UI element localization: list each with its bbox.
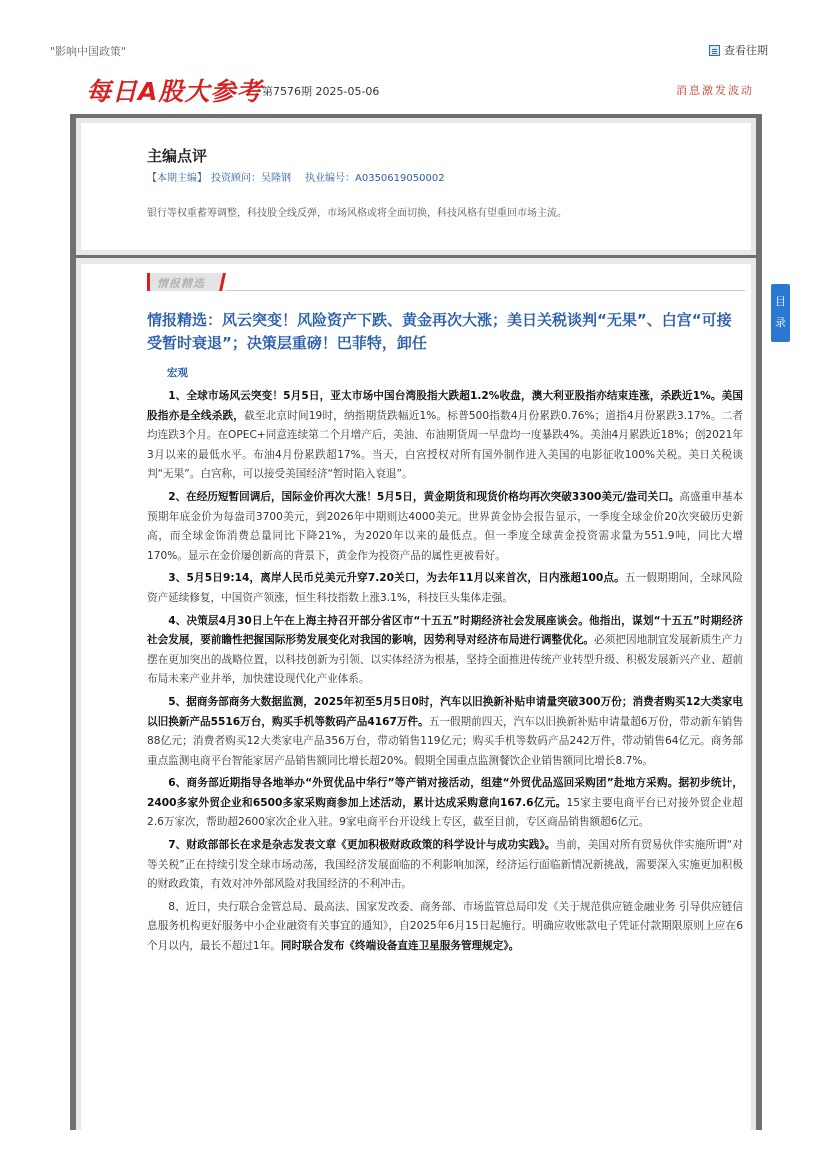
issue-info: 第7576期 2025-05-06 <box>262 85 380 98</box>
paragraph-text: 五一假期前四天，汽车以旧换新补贴申请量超6万份，带动新车销售88亿元；消费者购买12大类家电产品356万台，带动销售119亿元；购买手机等数码产品242万件，带动销售64亿元。商务部重点监测电商平台智能家居产品销售额同比增长超20%。假期全国重点监测餐饮企业销售额同比增长8.7%。 <box>147 715 743 767</box>
intel-card <box>81 264 751 1130</box>
paragraph-text: 当前，美国对所有贸易伙伴实施所谓“对等关税”正在持续引发全球市场动荡，我国经济发展面临的不利影响加深，经济运行面临新情况新挑战，需要深入实施更加积极的财政政策，有效对冲外部风险对我国经济的不利冲击。 <box>147 839 743 891</box>
paragraph <box>147 387 743 485</box>
brand-logo: 每日A股大参考 <box>86 77 263 106</box>
paragraph-text: 8、近日，央行联合金管总局、最高法、国家发改委、商务部、市场监管总局印发《关于规范供应链金融业务 引导供应链信息服务机构更好服务中小企业融资有关事宜的通知》，自2025年6月15日起施行。明确应收账款电子凭证付款期限原则上应在6个月以内，最长不超过1年。 <box>147 900 743 953</box>
top-tag: "影响中国政策" <box>50 45 127 58</box>
paragraph <box>147 693 743 771</box>
paragraph-text: 截至北京时间19时，纳指期货跌幅近1%。标普500指数4月份累跌0.76%；道指4月份累跌3.17%。二者均连跌3个月。在OPEC+同意连续第二个月增产后，美油、布油期货周一早盘均一度暴跌4%。美油4月累跌近18%；创2021年3月以来的最低水平。布油4月份累跌超17%。当天，白宫授权对所有国外制作进入美国的电影征收100%关税。美日关税谈判“无果”。白宫称，可以接受美国经济“暂时陷入衰退”。 <box>147 409 744 481</box>
paragraph-lead: 7、财政部部长在求是杂志发表文章《更加积极财政政策的科学设计与成功实践》。 <box>168 839 556 852</box>
advisor: 投资顾问：吴隆钢 <box>211 173 291 184</box>
paragraph-text: 高盛重申基本预期年底金价为每盎司3700美元，到2026年中期则达4000美元。世界黄金协会报告显示，一季度全球金价20次突破历史新高，而全球金饰消费总量同比下降21%，为2020年以来的最低点。但一季度全球黄金投资需求量为551.9吨，同比大增170%。显示在金价屡创新高的背景下，黄金作为投资产品的属性更被看好。 <box>147 490 744 562</box>
paragraph-text: 五一假期期间，全球风险资产延续修复，中国资产领涨，恒生科技指数上涨3.1%，科技巨头集体走强。 <box>147 572 743 604</box>
slogan: 消息激发波动 <box>676 84 754 97</box>
calendar-icon <box>709 45 720 56</box>
section-title: 宏观 <box>167 367 188 379</box>
editor-comment: 银行等权重蓄筹调整，科技股全线反弹，市场风格或将全面切换，科技风格有望重回市场主流。 <box>147 208 567 219</box>
paragraph <box>147 774 743 833</box>
paragraph <box>147 612 743 690</box>
paragraph-text: 15家主要电商平台已对接外贸企业超2.6万家次，帮助超2600家次企业入驻。9家电商平台开设线上专区，截至目前，专区商品销售额超6亿元。 <box>147 796 743 829</box>
headline: 情报精选：风云突变！风险资产下跌、黄金再次大涨；美日关税谈判“无果”、白宫“可接受暂时衰退”；决策层重磅！巴菲特，卸任 <box>147 311 732 352</box>
paragraph-lead: 5、据商务部商务大数据监测，2025年初至5月5日0时，汽车以旧换新补贴申请量突破300万份；消费者购买12大类家电以旧换新产品5516万台，购买手机等数码产品4167万件。 <box>147 695 743 728</box>
section-badge <box>147 273 222 291</box>
paragraph-lead: 6、商务部近期指导各地举办“外贸优品中华行”等产销对接活动，组建“外贸优品巡回采购团”赴地方采购。据初步统计，2400多家外贸企业和6500多家采购商参加上述活动，累计达成采购意向167.6亿元。 <box>147 777 743 809</box>
badge-label: 情报精选 <box>157 277 205 290</box>
divider <box>225 290 745 291</box>
paragraph <box>147 488 743 566</box>
archive-label: 查看往期 <box>724 44 768 57</box>
paragraph-lead: 1、全球市场风云突变！5月5日，亚太市场中国台湾股指大跌超1.2%收盘，澳大利亚股指亦结束连涨，杀跌近1%。美国股指亦是全线杀跌， <box>147 390 743 422</box>
paragraph-lead: 2、在经历短暂回调后，国际金价再次大涨！5月5日，黄金期货和现货价格均再次突破3300美元/盎司关口。 <box>168 490 680 503</box>
article-body <box>147 387 743 960</box>
editor-card <box>81 123 751 250</box>
archive-link[interactable] <box>709 42 768 58</box>
editor-meta <box>147 169 449 184</box>
editor-title: 主编点评 <box>147 147 208 165</box>
paragraph <box>147 836 743 895</box>
paragraph-lead: 4、决策层4月30日上午在上海主持召开部分省区市“十五五”时期经济社会发展座谈会。他指出，谋划“十五五”时期经济社会发展，要前瞻性把握国际形势发展变化对我国的影响，因势利导对经济布局进行调整优化。 <box>147 614 743 647</box>
intel-frame <box>70 255 762 1130</box>
meta-label: 【本期主编】 <box>147 173 207 184</box>
paragraph-lead: 3、5月5日9:14，离岸人民币兑美元升穿7.20关口，为去年11月以来首次，日内涨超100点。 <box>168 572 625 585</box>
paragraph-text: 必须把因地制宜发展新质生产力摆在更加突出的战略位置，以科技创新为引领、以实体经济为根基，坚持全面推进传统产业转型升级、积极发展新兴产业、超前布局未来产业并举，加快建设现代化产业体系。 <box>147 634 744 686</box>
toc-button[interactable]: 目 录 <box>771 284 790 342</box>
paragraph <box>147 898 743 957</box>
license: 执业编号：A0350619050002 <box>305 173 445 184</box>
paragraph <box>147 569 743 608</box>
editor-frame <box>70 114 762 258</box>
paragraph-tail: 同时联合发布《终端设备直连卫星服务管理规定》。 <box>280 940 520 953</box>
